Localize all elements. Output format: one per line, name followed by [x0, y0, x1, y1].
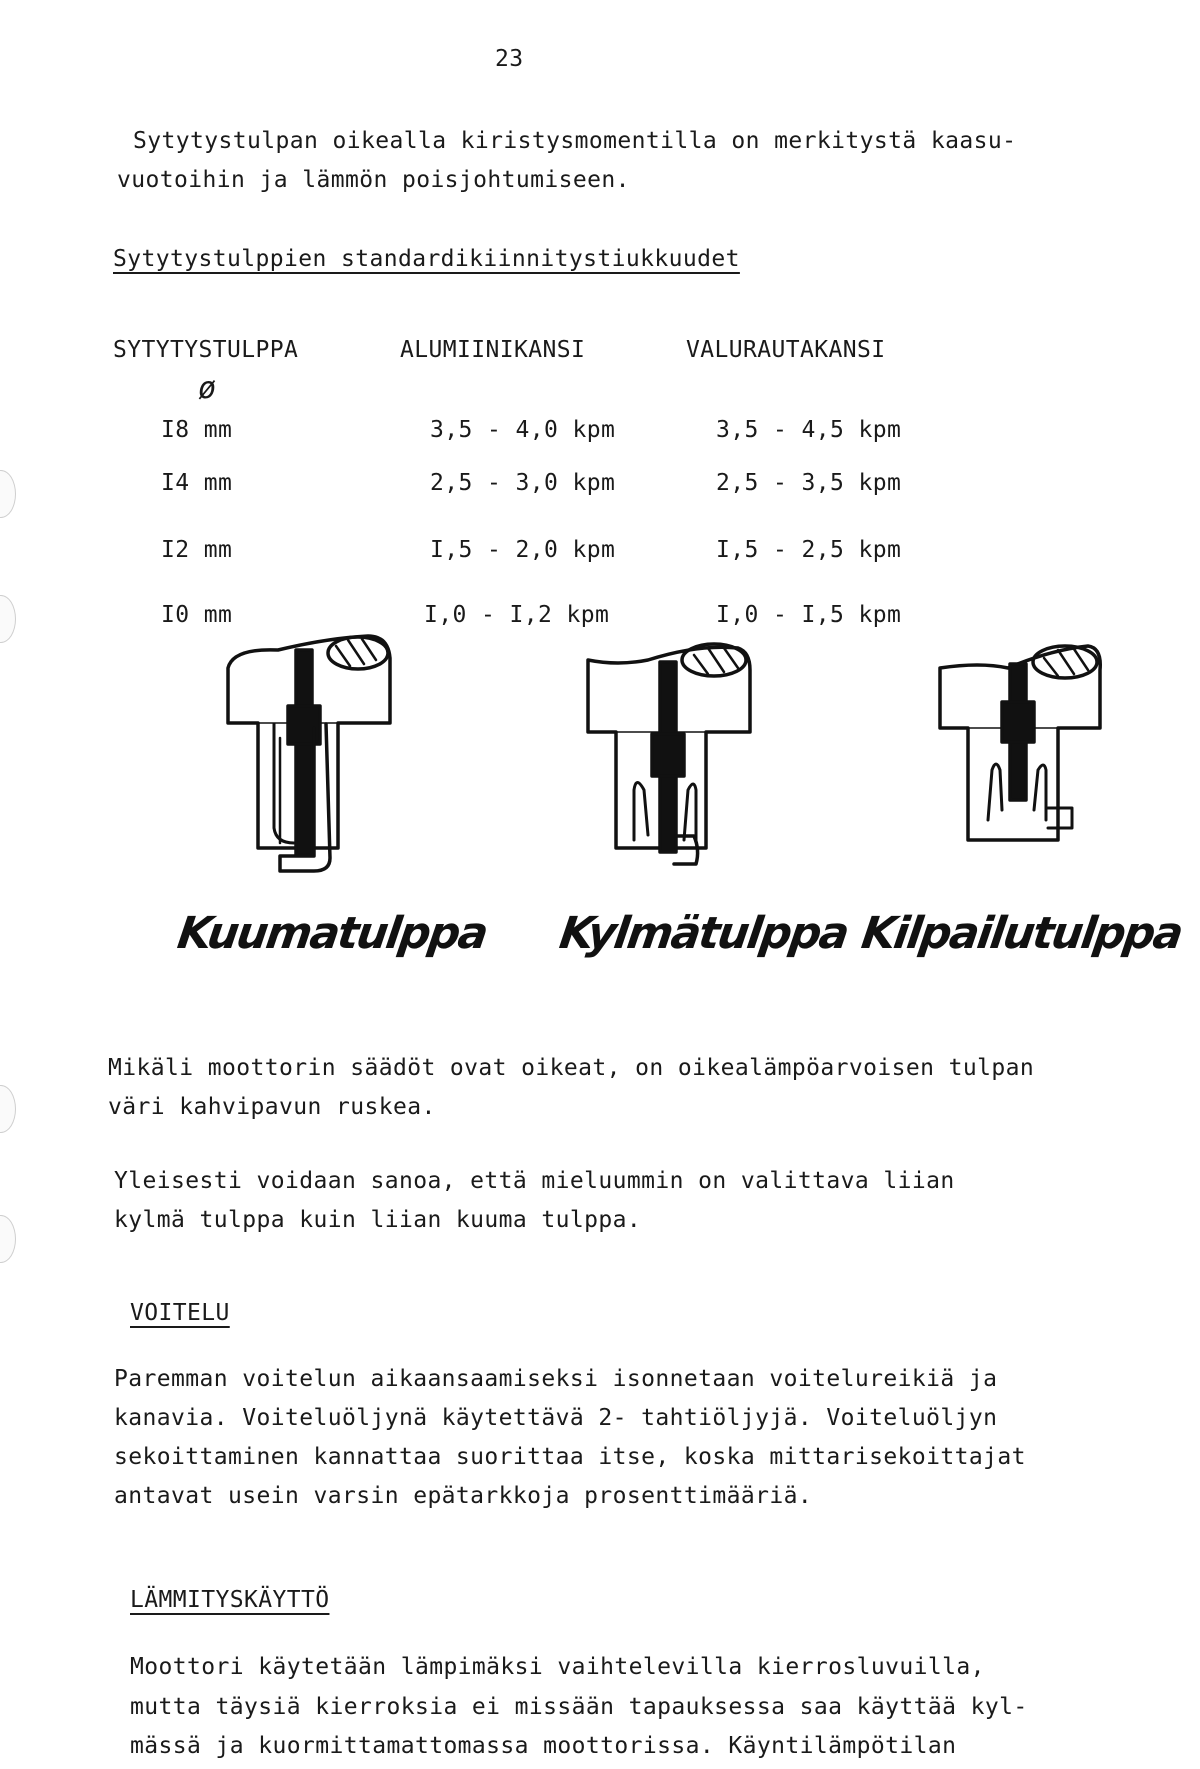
diameter-symbol: ø: [198, 371, 217, 406]
hot-plug-label: Kuumatulppa: [174, 908, 490, 959]
row-aluminium: 3,5 - 4,0 kpm: [430, 417, 616, 443]
row-cast-iron: 3,5 - 4,5 kpm: [716, 417, 902, 443]
color-paragraph-line-2: väri kahvipavun ruskea.: [108, 1094, 436, 1120]
row-size: I8 mm: [161, 417, 233, 443]
binder-hole: [0, 470, 16, 518]
voitelu-line-4: antavat usein varsin epätarkkoja prosenttimääriä.: [114, 1483, 813, 1509]
lammityskaytto-line-1: Moottori käytetään lämpimäksi vaihtelevilla kierrosluvuilla,: [130, 1654, 985, 1680]
row-size: I4 mm: [161, 470, 233, 496]
row-aluminium: 2,5 - 3,0 kpm: [430, 470, 616, 496]
torque-table-title: Sytytystulppien standardikiinnitystiukkuudet: [113, 246, 740, 272]
row-cast-iron: 2,5 - 3,5 kpm: [716, 470, 902, 496]
cold-plug-label: Kylmätulppa: [556, 908, 851, 959]
binder-hole: [0, 595, 16, 643]
row-cast-iron: I,0 - I,5 kpm: [716, 602, 902, 628]
header-plug: SYTYTYSTULPPA: [113, 337, 299, 363]
lammityskaytto-line-2: mutta täysiä kierroksia ei missään tapauksessa saa käyttää kyl-: [130, 1694, 1028, 1720]
voitelu-line-3: sekoittaminen kannattaa suorittaa itse, koska mittarisekoittajat: [114, 1444, 1026, 1470]
row-aluminium: I,5 - 2,0 kpm: [430, 537, 616, 563]
hot-plug-diagram: [218, 628, 408, 878]
intro-line-1: Sytytystulpan oikealla kiristysmomentilla on merkitystä kaasu-: [133, 128, 1017, 154]
row-size: I2 mm: [161, 537, 233, 563]
color-paragraph-line-1: Mikäli moottorin säädöt ovat oikeat, on oikealämpöarvoisen tulpan: [108, 1055, 1035, 1081]
row-aluminium: I,0 - I,2 kpm: [424, 602, 610, 628]
row-size: I0 mm: [161, 602, 233, 628]
lammityskaytto-line-3: mässä ja kuormittamattomassa moottorissa. Käyntilämpötilan: [130, 1733, 957, 1759]
cold-plug-diagram: [578, 640, 768, 880]
binder-hole: [0, 1215, 16, 1263]
racing-plug-label: Kilpailutulppa: [858, 908, 1185, 959]
row-cast-iron: I,5 - 2,5 kpm: [716, 537, 902, 563]
voitelu-line-1: Paremman voitelun aikaansaamiseksi isonnetaan voitelureikiä ja: [114, 1366, 998, 1392]
intro-line-2: vuotoihin ja lämmön poisjohtumiseen.: [117, 167, 630, 193]
header-cast-iron: VALURAUTAKANSI: [686, 337, 886, 363]
page-number: 23: [495, 46, 524, 72]
voitelu-heading: VOITELU: [130, 1300, 230, 1326]
voitelu-line-2: kanavia. Voiteluöljynä käytettävä 2- tahtiöljyjä. Voiteluöljyn: [114, 1405, 998, 1431]
binder-hole: [0, 1085, 16, 1133]
advice-paragraph-line-1: Yleisesti voidaan sanoa, että mieluummin on valittava liian: [114, 1168, 955, 1194]
header-aluminium: ALUMIINIKANSI: [400, 337, 586, 363]
lammityskaytto-heading: LÄMMITYSKÄYTTÖ: [130, 1587, 330, 1613]
advice-paragraph-line-2: kylmä tulppa kuin liian kuuma tulppa.: [114, 1207, 642, 1233]
racing-plug-diagram: [930, 640, 1120, 850]
